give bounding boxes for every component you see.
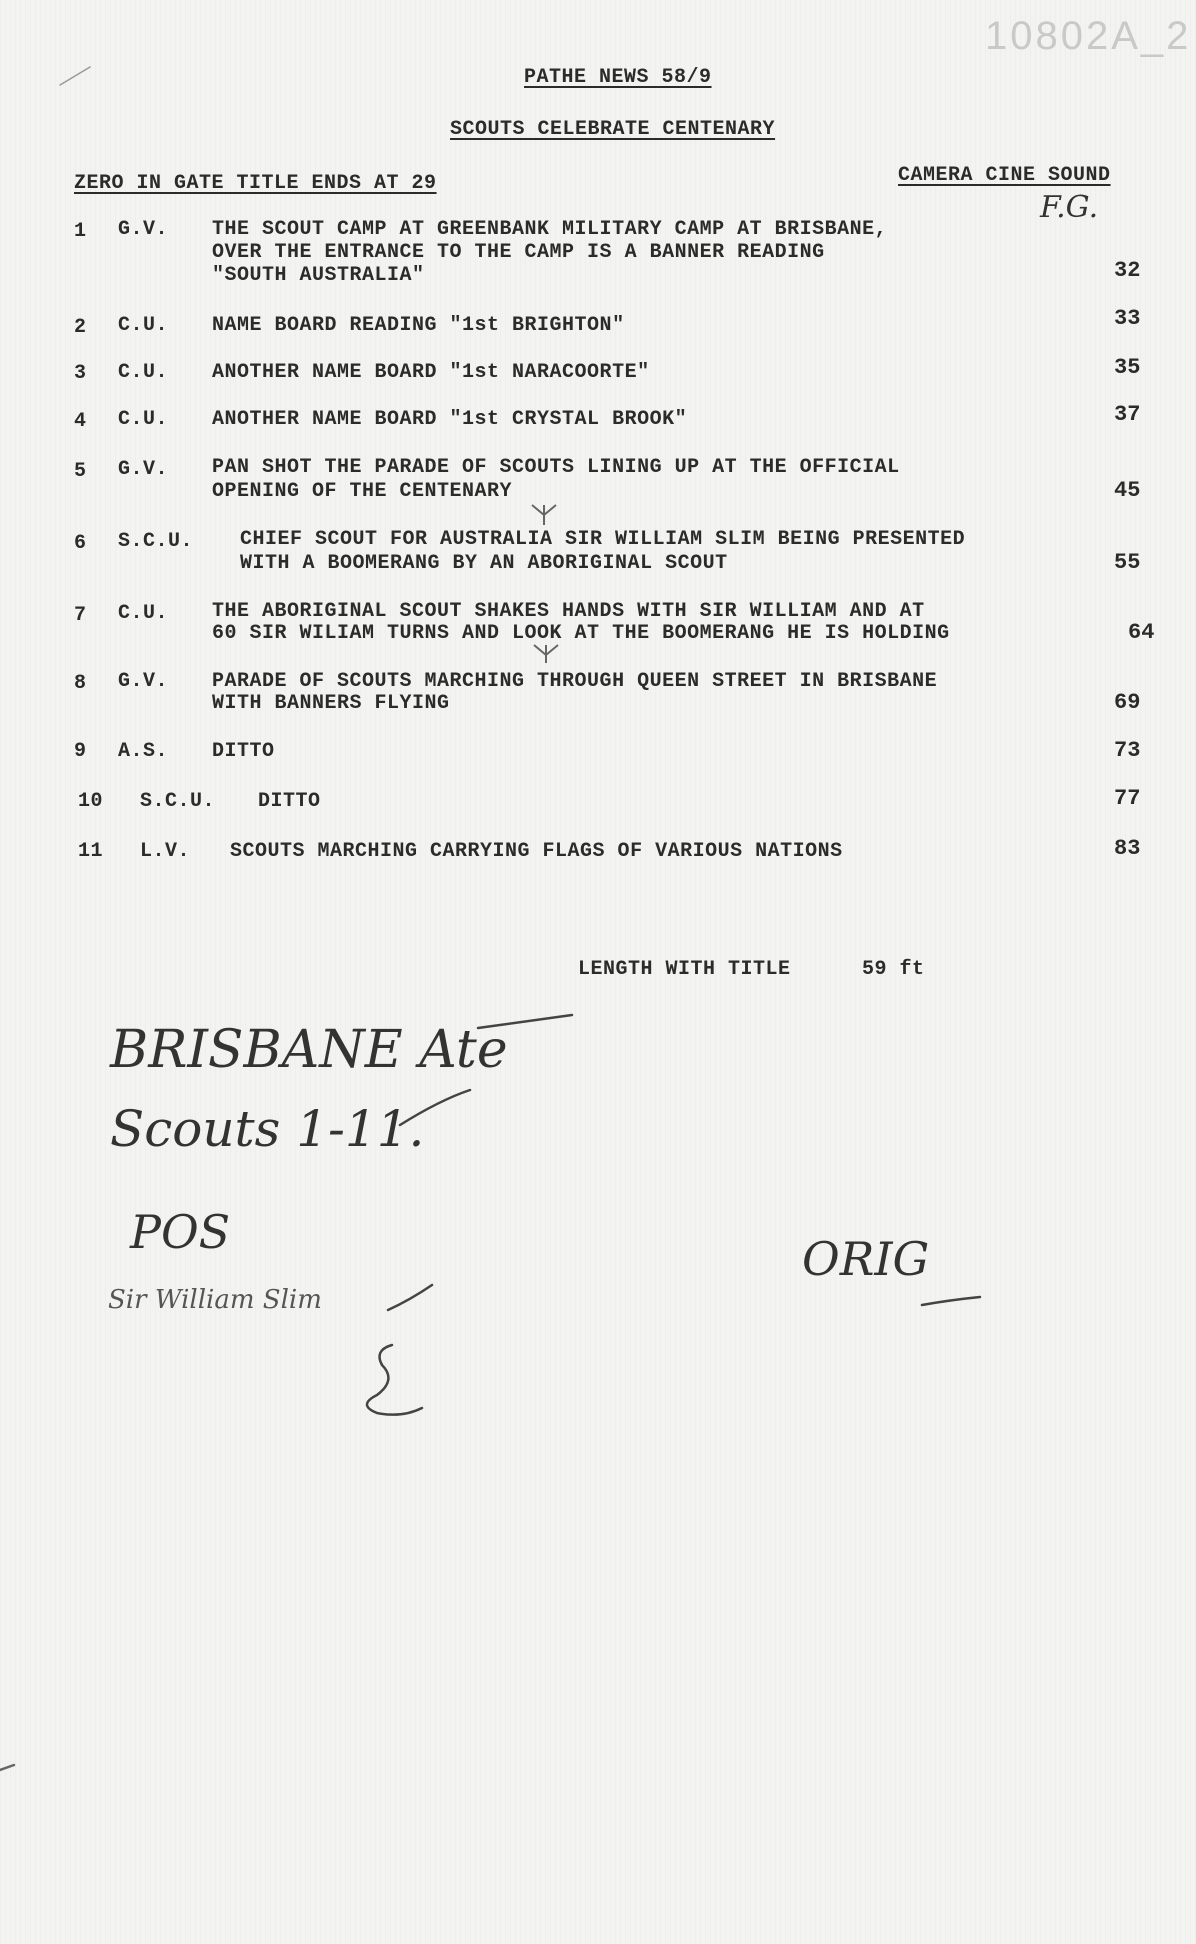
shot-number: 3 xyxy=(74,362,87,385)
handwritten-orig-mark: ORIG xyxy=(802,1232,930,1286)
catalog-reference: 10802A_2 xyxy=(985,14,1192,58)
shot-footage: 45 xyxy=(1114,478,1141,503)
length-label: LENGTH WITH TITLE xyxy=(578,958,791,981)
handwritten-note: Sir William Slim xyxy=(108,1285,322,1315)
shot-number: 11 xyxy=(78,840,104,863)
shot-description-line: WITH A BOOMERANG BY AN ABORIGINAL SCOUT xyxy=(240,552,728,575)
shot-description-line: OPENING OF THE CENTENARY xyxy=(212,480,513,503)
shot-type: C.U. xyxy=(118,408,169,431)
shot-footage: 69 xyxy=(1114,690,1141,715)
shot-description-line: SCOUTS MARCHING CARRYING FLAGS OF VARIOUS NATIONS xyxy=(230,840,843,863)
shot-number: 10 xyxy=(78,790,104,813)
shot-type: C.U. xyxy=(118,361,169,384)
shot-type: S.C.U. xyxy=(140,790,216,813)
shot-description-line: OVER THE ENTRANCE TO THE CAMP IS A BANNER READING xyxy=(212,241,825,264)
shot-type: L.V. xyxy=(140,840,191,863)
shot-type: A.S. xyxy=(118,740,169,763)
shot-type: G.V. xyxy=(118,458,169,481)
shot-number: 8 xyxy=(74,672,87,695)
document-title: PATHE NEWS 58/9 xyxy=(524,66,712,89)
shot-number: 1 xyxy=(74,220,87,243)
shot-number: 4 xyxy=(74,410,87,433)
shot-description-line: PAN SHOT THE PARADE OF SCOUTS LINING UP AT THE OFFICIAL xyxy=(212,456,900,479)
shot-description-line: DITTO xyxy=(212,740,275,763)
zero-in-gate-line: ZERO IN GATE TITLE ENDS AT 29 xyxy=(74,172,437,195)
shot-description-line: CHIEF SCOUT FOR AUSTRALIA SIR WILLIAM SLIM BEING PRESENTED xyxy=(240,528,966,551)
shot-number: 6 xyxy=(74,532,87,555)
shot-footage: 64 xyxy=(1128,620,1155,645)
shot-description-line: PARADE OF SCOUTS MARCHING THROUGH QUEEN STREET IN BRISBANE xyxy=(212,670,938,693)
shot-type: G.V. xyxy=(118,218,169,241)
shot-description-line: 60 SIR WILIAM TURNS AND LOOK AT THE BOOMERANG HE IS HOLDING xyxy=(212,622,950,645)
handwritten-note: Scouts 1-11. xyxy=(110,1100,425,1158)
shot-description-line: THE SCOUT CAMP AT GREENBANK MILITARY CAMP AT BRISBANE, xyxy=(212,218,888,241)
shot-footage: 83 xyxy=(1114,836,1141,861)
shot-description-line: DITTO xyxy=(258,790,321,813)
shot-footage: 37 xyxy=(1114,402,1141,427)
camera-handwritten-note: F.G. xyxy=(1040,190,1099,225)
shot-number: 7 xyxy=(74,604,87,627)
shot-footage: 77 xyxy=(1114,786,1141,811)
length-value: 59 ft xyxy=(862,958,925,981)
handwritten-note: BRISBANE Ate xyxy=(110,1020,508,1080)
shot-description-line: NAME BOARD READING "1st BRIGHTON" xyxy=(212,314,625,337)
handwritten-note: POS xyxy=(130,1205,231,1259)
shot-footage: 55 xyxy=(1114,550,1141,575)
shot-type: C.U. xyxy=(118,602,169,625)
shot-description-line: "SOUTH AUSTRALIA" xyxy=(212,264,425,287)
camera-line: CAMERA CINE SOUND xyxy=(898,164,1111,187)
shot-footage: 32 xyxy=(1114,258,1141,283)
shot-type: G.V. xyxy=(118,670,169,693)
shot-footage: 33 xyxy=(1114,306,1141,331)
shot-number: 5 xyxy=(74,460,87,483)
shot-footage: 73 xyxy=(1114,738,1141,763)
shot-type: C.U. xyxy=(118,314,169,337)
shot-description-line: THE ABORIGINAL SCOUT SHAKES HANDS WITH SIR WILLIAM AND AT xyxy=(212,600,925,623)
shot-description-line: ANOTHER NAME BOARD "1st NARACOORTE" xyxy=(212,361,650,384)
shot-number: 2 xyxy=(74,316,87,339)
shot-type: S.C.U. xyxy=(118,530,194,553)
shot-description-line: WITH BANNERS FLYING xyxy=(212,692,450,715)
shot-footage: 35 xyxy=(1114,355,1141,380)
shot-number: 9 xyxy=(74,740,87,763)
document-subtitle: SCOUTS CELEBRATE CENTENARY xyxy=(450,118,776,141)
shot-description-line: ANOTHER NAME BOARD "1st CRYSTAL BROOK" xyxy=(212,408,688,431)
